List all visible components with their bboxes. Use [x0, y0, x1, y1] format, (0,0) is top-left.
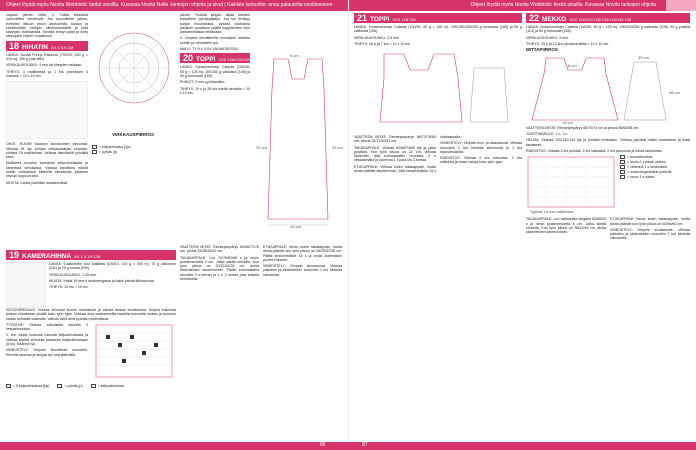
p2-text: KIRJOVIRKKAUS: Virkkaa silmukat kuvion mukaisesti ja vaihda lankaa tarvittaessa. Kuljeta kulkevaa lankaa virkattavan sisällä koko työn ajan. Virkkaa aina vaaleammilla raidoilla tummalla lankaa ja tumman raidan kohdalla vaalealla. Vaihda väriä aina pylvään puolivälissä.	[6, 308, 176, 321]
p5-lanka: LANKA: Schachenmayr Catania (100/30, 50 g = 125 m), 150/200/250 g valkoista (106), 50 g pinkkiä (114) ja 50 g turkoosia (165).	[526, 25, 690, 34]
left-col-4	[254, 13, 342, 243]
p3-tiheys: TIHEYS: 19 s ja 26 krs sileää neuletta = 10 x 10 cm.	[180, 86, 250, 95]
project-21-schematic	[354, 48, 522, 128]
crochet-diagram-hat	[92, 13, 176, 128]
p5-puikot: VIRKKUUKOUKKU: 3 mm.	[526, 35, 570, 40]
p2-puikot: VIRKKUUKOUKKU: 1,25 mm.	[49, 272, 98, 277]
p4-text3: ETUKAPPALE: Virkkaa kuten takakappale, mutta aloita pääntie aikaisemmin. Jätä keskimmäiset 14 s virkkaamatta.	[354, 135, 462, 174]
top-label-width: 15 cm	[290, 224, 301, 229]
page-number-left: 86	[320, 442, 326, 448]
intro-text: varjaan pienen reiän. 2. Toista tekstissä suunnitellut merkinnät. Jos suunnittelet jatkoa, merkitse alkuun ensin aloitusreiät, kaulan ja keskikohdan mittojen silmukkamäärät ja pidä kirjanpito rivimääristä. Kiinnitä tehdyt palat ja siirry eteenpäin ohjeen mukaisesti.	[6, 13, 88, 39]
p3-text2: TAKAKAPPALE: Luo 70/76/82/88 s ja neulo joustinneuletta 4 cm. Jatka sileää neuletta. Kun työn pituus on 20/22/24/26 cm, aloita kädenteiden kavennukset. Päätä kummaltakin reunalta 3 s kerran ja 1 s 3 kertaa joka toisella kerroksella.	[180, 255, 259, 282]
p2-tiheys: TIHEYS: 10 krs = 10 cm.	[49, 285, 89, 290]
p4-puikot: VIRKKUUKOUKKU: 2,5 mm.	[354, 35, 401, 40]
p5-text1: VAATTEEN MITAT: Rinnanympärys 66/70/74 cm ja pituus 56/62/68 cm.	[526, 125, 640, 130]
project-18-header: 18 HIHATIN XX 3 XX CM	[6, 41, 88, 51]
project-22-header: 22 MEKKO XXX 116/122/128/134/140/146 CM	[526, 13, 690, 23]
hat-photo-placeholder	[6, 81, 88, 139]
project-21-top	[354, 13, 522, 133]
p1-lanka: LANKA: Novita Funny Rainbow (700/25, 150 g = 410 m), 150 g (väri 880)	[6, 52, 88, 62]
p5-tiheys: TIHEYS: 15 p ja 12 krs pylväsneuletta = 10 x 10 cm.	[526, 41, 610, 46]
p3-text1: VAATTEEN MITAT: Rinnanympärys 60/66/72/78 cm, pituus 33/36/39/42 cm.	[180, 245, 259, 254]
p1-small: Mallikerta koostuu kahdesta ketjusilmukasta ja kiinteästä silmukasta. Virkkaa tarvittava määrä mallin mukaisesti kiinteillä silmukoilla jokaisen reunan loppuun asti.	[6, 161, 88, 179]
p2-muuta: MUUTA: Kaksi 19 mm:n avainrengasta ja kaksi pientä tikkuneulaa.	[49, 278, 155, 283]
p5-text5: TAKAKAPPALE: Luo valkoisella langalla 80/86/92 s ja neulo joustinneuletta 3 cm. Jatka sileää neuletta. Kun työn pituus on 38/42/46 cm, aloita kädenteiden kavennukset.	[526, 217, 606, 235]
header-tab	[666, 0, 696, 11]
p3-lanka: LANKA: Schachenmayr Catania (100/30, 50 g = 125 m), 100/150 g valkoista (106) ja 50 g turkoosia (165).	[180, 65, 250, 78]
dress-label-length: 56 cm	[669, 90, 680, 96]
mid-malli: MALLI: TYYLI: XXX VALMIUDESSA	[180, 47, 238, 52]
legend-3: = muunsilmukka = neulo 2 s oikein yhteen = vähennä 1 s neulomalla = nosta langankierto puikolle = neulo 1 s oikein	[620, 155, 690, 215]
header-right-text: Ohjeet löydät myös Novita Webbistä: tiedot sivuilla. Kuvassa Novita lankojen ohjeita	[470, 2, 656, 8]
dress-label-hem: 16 cm	[562, 120, 573, 126]
right-page	[354, 13, 690, 440]
dress-chart-note: Tyylikäs 1/4 osa mallikertaa	[530, 210, 573, 215]
dress-chart	[526, 155, 616, 215]
left-page	[6, 13, 342, 440]
top-label-neck: 9 cm	[290, 53, 299, 58]
page-number-right: 87	[362, 442, 368, 448]
page-gutter	[348, 0, 349, 450]
project-19-block	[6, 250, 176, 440]
p5-text2: JOUSTINNEULE: 1 o, 1 n.	[526, 132, 569, 137]
diagram2-title: MITTAPIIRROS	[526, 47, 558, 53]
p2-viim: VIIMEISTELY: Ompele kiinnittimet reunoihin. Kiinnitä sauman ja suojaa työ höyryttämällä.	[6, 348, 88, 357]
p2-tyo: TYÖOHJE: Virkkaa valkoisella lankalla 9 ketjusilmukkaa.	[6, 322, 88, 332]
project-19-header: 19 KAMERAHIHNA XX 1 X XX CM	[6, 250, 176, 260]
diagram-title: VIRKKAUSPIIRROS	[112, 132, 155, 137]
p4-text2: TAKAKAPPALE: Virkkaa 62/68/74/80 kjs ja jatka pylväillä. Kun työn pituus on 22 cm, virkkaa kädentiet: jätä kummastakin reunasta 4 s virkkaamatta ja kavenna 1 s joka krs 3 kertaa.	[354, 145, 436, 163]
project-21-text	[354, 135, 522, 440]
p1-puikot: VIRKKUUKOUKKU: 4 mm tai tiheyden mukaan.	[6, 63, 83, 68]
dress-schematic	[526, 54, 690, 124]
dress-label-neck: 8 cm	[568, 63, 577, 69]
p3-text3: ETUKAPPALE: Neulo kuten takakappale, mutta aloita pääntie kun työn pituus on 26/29/32/35 cm. Päätä keskimmäiset 16 s ja neulo kummatkin puolet erikseen.	[263, 245, 342, 262]
p4-text4: VIIMEISTELY: Ompele sivu- ja olkasaumat. Virkkaa reunoihin 1 krs kiinteitä silmukoita ja 1 krs rapusilmukoita.	[440, 141, 522, 154]
p4-tiheys: TIHEYS: 18 p ja 7 krs = 10 x 10 cm.	[354, 41, 412, 46]
p1-muuta: MUUTA: Lanka pidetään lankakerässä.	[6, 180, 69, 185]
bottom-bar	[0, 442, 696, 450]
top-label-length: 33 cm	[332, 145, 343, 150]
p4-lanka: LANKA: Schachenmayr Catania (100/30, 50 g = 125 m), 100/150/150/200 g turkoosia (165) ja 50 g valkoista (106).	[354, 25, 522, 34]
project-20-text	[180, 245, 342, 440]
p1-ohje: OHJE: HUOM! Kaavion silmukoiden pinnoista. Virkkaa 81 kjs pohjaa virkkaussarjan mukaan, yhdistä 15 mallikertaa. Virkkaa täsmäsillä pylväillä sivut.	[6, 142, 88, 160]
project-22	[526, 13, 690, 440]
legend-1: = ketjusilmukka (kjs) = pylväs (p)	[92, 145, 176, 155]
top-schematic	[254, 49, 342, 229]
p5-text4: RAIDOITUS: Virkkaa 2 krs pinkkiä, 2 krs valkoista, 2 krs turkoosia ja toista raidoitusta.	[526, 148, 663, 153]
p5-text6: ETUKAPPALE: Neulo kuten takakappale, mutta aloita pääntie kun työn pituus on 50/55/60 cm.	[610, 217, 690, 226]
p4-text1: VAATTEEN MITAT: Rinnanympärys 66/72/78/84 cm, pituus 34/37/40/43 cm.	[354, 135, 436, 144]
top-label-side: 20 cm	[256, 145, 267, 150]
dress-label-side: 33 cm	[638, 55, 649, 61]
project-20-header: 20 TOPPI XXX 128/134/140/146 CM	[180, 53, 250, 63]
mid-numbered: 4. Ompele kiinnittimillä reunuksen kaikkiin kohtiin ja viimeistele työ.	[180, 36, 250, 45]
p2-tyo2: 1. krs: Aloita koukulta toisesta ketjusilmukasta ja virkkaa kiinteä silmukka jokaiseen ketjusilmukkaan (8 ks). Käännä työ.	[6, 333, 88, 347]
p2-lanka: LANKA: 5-säikeinen Uno kalaliina (100/10, 100 g = 390 m), 70 g valkoinen (011) ja 20 g musta (099).	[49, 262, 176, 271]
mid-top-text: pävän. Yhdistä langan aikaa kahden luokalleen pylväspäällyn. Jos työ tiivistyy sarjan muutoksista, tarkista tuloksena jokainen puoliskon päällä kappaleiden kuin parhaimmillaan tehtävään.	[180, 13, 250, 35]
p5-text7: VIIMEISTELY: Ompele sivusaumat. Virkkaa pääntien ja kädenteiden reunoihin 1 krs kiinteitä silmukoita.	[610, 227, 690, 241]
hat-diagram-area	[92, 13, 176, 145]
strap-photo-placeholder	[6, 262, 46, 308]
p3-text4: VIIMEISTELY: Ompele sivusaumat. Virkkaa pääntien ja kädenteiden reunoihin 1 krs kiinteitä silmukoita.	[263, 264, 342, 277]
legend-2: = 5 ketjusilmukkaa (kjs) = pylväs (p) = ketjusilmukkaa	[6, 384, 176, 389]
p1-tiheys: TIHEYS: 3 mallikertaa ja 1 krs pinnoksen 4 mukaan = 10 x 10 cm.	[6, 69, 88, 78]
p3-puikot: PUIKOT: 3 mm pyöröpuikko.	[180, 80, 226, 85]
p4-text5: RAIDOITUS: Virkkaa 2 krs turkoosia, 2 krs valkoista ja toista raitoja koko työn ajan.	[440, 156, 522, 165]
strap-chart	[92, 323, 176, 383]
p5-text3: HELMA: Virkkaa 120/132/144 kjs ja yhdistä renkaaksi. Virkkaa pylväitä mallin mukaisesti ja lisää tasaisesti.	[526, 138, 690, 147]
project-21-header: 21 TOPPI XXX 128 CM	[354, 13, 522, 23]
header-left-text: Ohjeet löydät myös Novita Webbistä: tiedot sivuilla. Kuvassa Novita Nalle -lankojen ohjeita ja sivut | Kaikkiin lankoihin: anna palautetta osoitteeseen	[6, 2, 333, 8]
